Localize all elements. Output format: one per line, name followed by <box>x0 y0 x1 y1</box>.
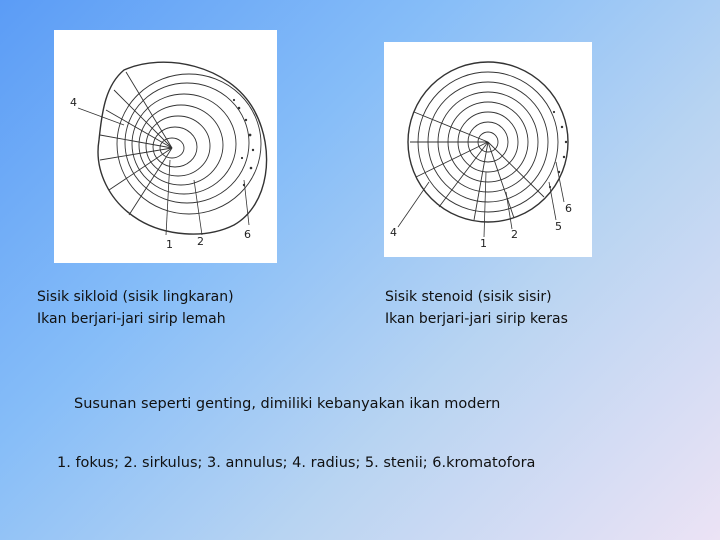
label-1: 1 <box>480 237 487 250</box>
label-6: 6 <box>244 228 251 241</box>
ctenoid-caption <box>385 286 568 330</box>
ctenoid-scale-figure <box>384 42 592 257</box>
arrangement-note: Susunan seperti genting, dimiliki kebanyakan ikan modern <box>74 396 501 412</box>
label-1: 1 <box>166 238 173 251</box>
label-2: 2 <box>197 235 204 248</box>
label-4: 4 <box>390 226 397 239</box>
cycloid-caption <box>37 286 234 330</box>
label-6: 6 <box>565 202 572 215</box>
label-4: 4 <box>70 96 77 109</box>
label-2: 2 <box>511 228 518 241</box>
label-5: 5 <box>555 220 562 233</box>
legend-note: 1. fokus; 2. sirkulus; 3. annulus; 4. radius; 5. stenii; 6.kromatofora <box>57 455 536 471</box>
ctenoid-caption-title: Sisik stenoid (sisik sisir) <box>385 289 552 305</box>
cycloid-scale-drawing <box>54 30 277 263</box>
cycloid-caption-subtitle: Ikan berjari-jari sirip lemah <box>37 311 226 327</box>
ctenoid-scale-drawing <box>384 42 592 257</box>
cycloid-caption-title: Sisik sikloid (sisik lingkaran) <box>37 289 234 305</box>
ctenoid-caption-subtitle: Ikan berjari-jari sirip keras <box>385 311 568 327</box>
cycloid-scale-figure <box>54 30 277 263</box>
